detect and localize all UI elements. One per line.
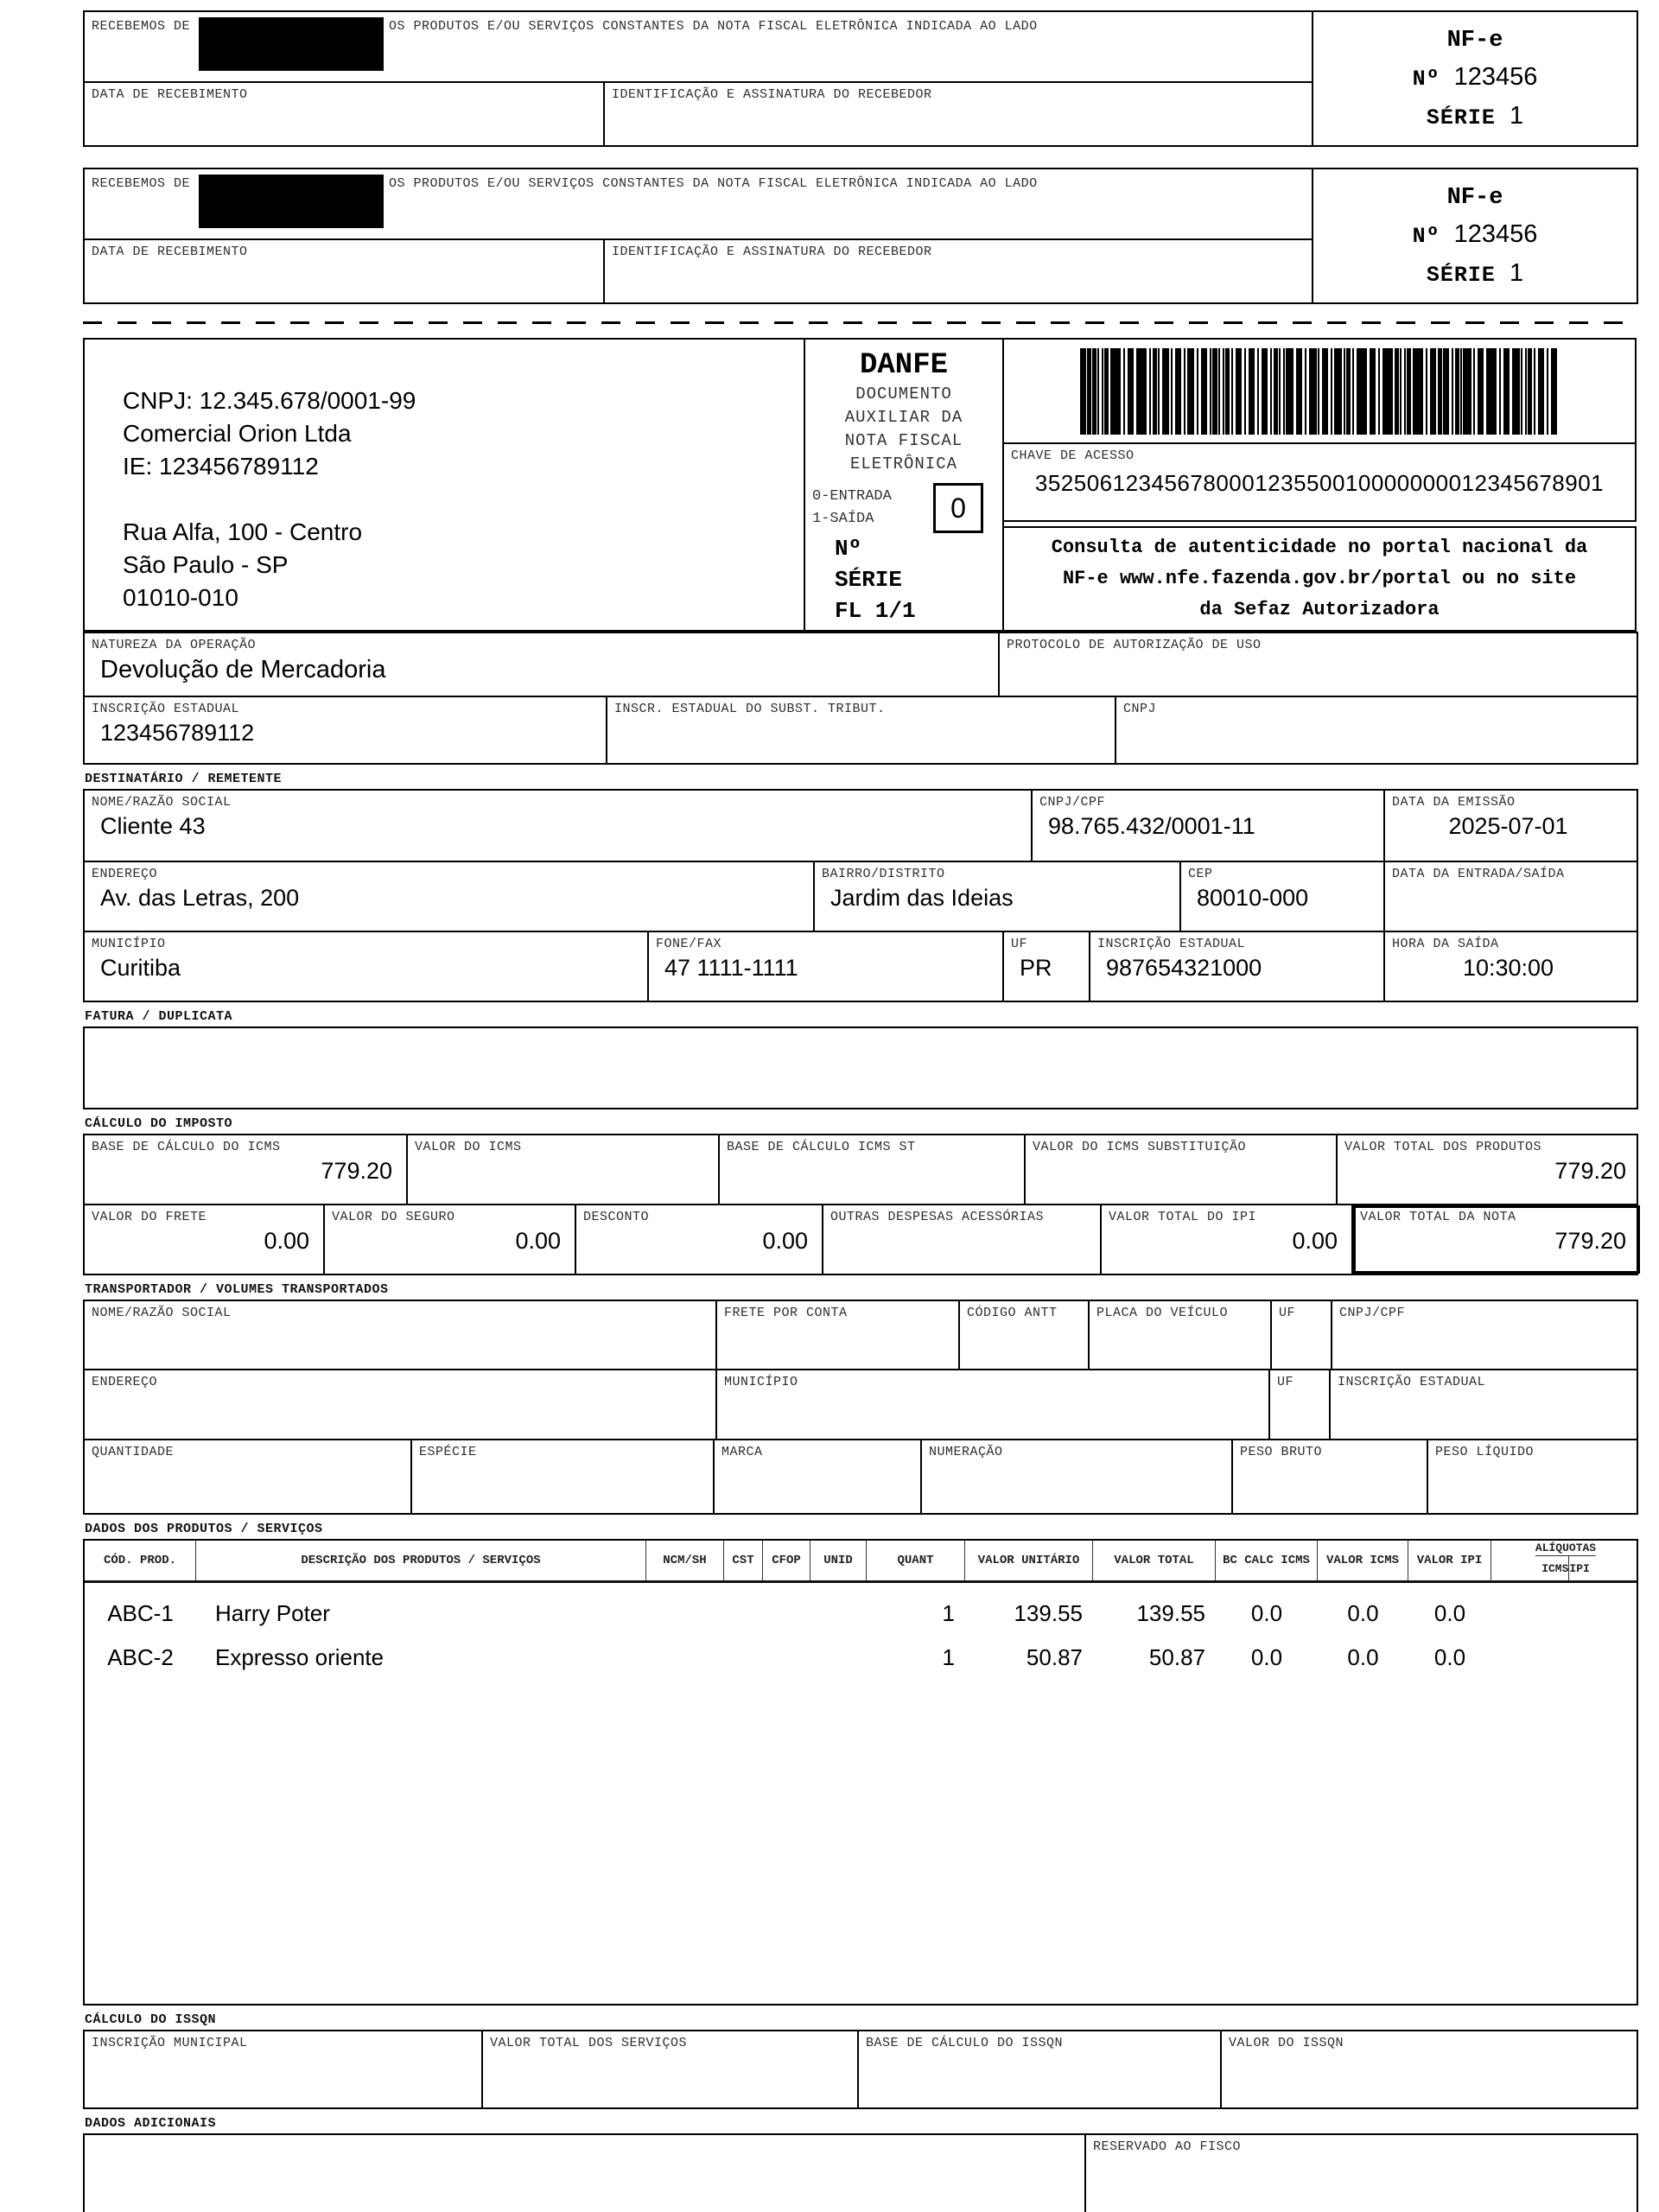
exit-time-cell — [1385, 932, 1640, 1001]
received-from-box — [83, 168, 1313, 240]
operation-nature-label: NATUREZA DA OPERAÇÃO — [92, 638, 257, 652]
recipient-district-label: BAIRRO/DISTRITO — [822, 867, 945, 881]
key-column — [1002, 338, 1637, 632]
tax-other-expenses-cell — [823, 1205, 1102, 1274]
reserved-fisco-box — [1084, 2133, 1638, 2212]
product-cfop — [763, 1595, 810, 1627]
transport-section-label: TRANSPORTADOR / VOLUMES TRANSPORTADOS — [85, 1282, 389, 1297]
danfe-subtitle-line: DOCUMENTO — [855, 385, 952, 404]
entrada-saida-value-box: 0 — [933, 483, 983, 533]
product-description: Expresso oriente — [215, 1644, 385, 1670]
protocol-cell — [1000, 633, 1640, 696]
transport-brand-label: MARCA — [721, 1445, 763, 1459]
tax-icms-value-label: VALOR DO ICMS — [415, 1140, 522, 1154]
recipient-row-3 — [83, 931, 1638, 1002]
entry-date-cell — [1385, 862, 1640, 931]
tax-icms-value-cell — [408, 1135, 720, 1204]
emitter-box — [83, 338, 805, 632]
product-description: Harry Poter — [215, 1600, 330, 1626]
danfe-subtitle-line: AUXILIAR DA — [844, 408, 963, 427]
col-unit-value: VALOR UNITÁRIO — [965, 1541, 1093, 1580]
emitter-cep: 01010-010 — [123, 584, 238, 611]
recipient-ie-label: INSCRIÇÃO ESTADUAL — [1097, 937, 1246, 951]
recipient-uf-value: PR — [1020, 955, 1052, 981]
product-bc-calc-icms: 0.0 — [1250, 1600, 1283, 1626]
issqn-services-total-cell — [483, 2031, 859, 2107]
invoice-section-label: FATURA / DUPLICATA — [85, 1009, 233, 1024]
transport-qty-cell — [85, 1440, 412, 1513]
product-total-value: 50.87 — [1148, 1644, 1205, 1670]
danfe-subtitle — [812, 383, 995, 476]
nfe-series-value: 1 — [1509, 101, 1524, 130]
recipient-row-2 — [83, 861, 1638, 932]
issqn-services-total-label: VALOR TOTAL DOS SERVIÇOS — [490, 2036, 688, 2050]
product-ncm — [646, 1595, 724, 1627]
issqn-section-label: CÁLCULO DO ISSQN — [85, 2012, 217, 2027]
transport-numbering-label: NUMERAÇÃO — [929, 1445, 1003, 1459]
col-qty: QUANT — [867, 1541, 965, 1580]
nfe-number-line — [1413, 63, 1538, 92]
recipient-row-1 — [83, 789, 1638, 862]
receipt-signature-box — [603, 238, 1313, 304]
emission-date-value: 2025-07-01 — [1448, 813, 1568, 839]
recipient-address-label: ENDEREÇO — [92, 867, 158, 881]
nfe-series-label: SÉRIE — [1426, 262, 1496, 288]
receipt-date-label: DATA DE RECEBIMENTO — [92, 87, 248, 102]
transport-species-label: ESPÉCIE — [419, 1445, 477, 1459]
tax-note-total-label: VALOR TOTAL DA NOTA — [1360, 1210, 1516, 1224]
col-valor-ipi: VALOR IPI — [1408, 1541, 1491, 1580]
tax-insurance-value: 0.00 — [515, 1228, 561, 1254]
recipient-address-value: Av. das Letras, 200 — [100, 885, 300, 911]
transport-cnpj-label: CNPJ/CPF — [1339, 1306, 1406, 1320]
tax-icms-base-cell — [85, 1135, 408, 1204]
issqn-municipal-cell — [85, 2031, 483, 2107]
product-qty: 1 — [942, 1644, 955, 1670]
product-valor-icms: 0.0 — [1347, 1600, 1379, 1626]
transport-city-cell — [717, 1370, 1270, 1439]
danfe-subtitle-line: NOTA FISCAL — [844, 431, 963, 450]
authenticity-line: Consulta de autenticidade no portal nacional da — [1051, 537, 1588, 558]
recipient-name-cell — [85, 791, 1033, 861]
operation-nature-value: Devolução de Mercadoria — [100, 656, 386, 683]
col-cst: CST — [724, 1541, 763, 1580]
product-qty: 1 — [942, 1600, 955, 1626]
receipt-stub-1 — [83, 10, 1638, 147]
tax-icms-value-value — [408, 1154, 718, 1158]
recipient-district-value: Jardim das Ideias — [830, 885, 1014, 911]
tax-icms-st-base-label: BASE DE CÁLCULO ICMS ST — [727, 1140, 916, 1154]
product-valor-ipi: 0.0 — [1433, 1600, 1466, 1626]
transport-freight-label: FRETE POR CONTA — [724, 1306, 848, 1320]
tax-note-total-cell — [1353, 1205, 1640, 1274]
nfe-number-value: 123456 — [1453, 63, 1538, 91]
emission-date-label: DATA DA EMISSÃO — [1392, 795, 1516, 810]
emission-date-cell — [1385, 791, 1640, 861]
col-unid: UNID — [810, 1541, 867, 1580]
access-key-value: 35250612345678000123550010000000012345678901 — [1034, 470, 1605, 496]
operation-nature-cell — [85, 633, 1000, 696]
receipt-stub-2 — [83, 168, 1638, 304]
receipt-signature-label: IDENTIFICAÇÃO E ASSINATURA DO RECEBEDOR — [612, 87, 932, 102]
nfe-number-value: 123456 — [1453, 220, 1538, 248]
transport-gross-weight-label: PESO BRUTO — [1240, 1445, 1323, 1459]
transport-freight-cell — [717, 1301, 960, 1369]
transport-gross-weight-cell — [1233, 1440, 1428, 1513]
receipt-signature-box — [603, 81, 1313, 147]
cnpj-label: CNPJ — [1123, 702, 1157, 716]
issqn-base-cell — [859, 2031, 1222, 2107]
transport-uf-cell — [1272, 1301, 1332, 1369]
access-key-label: CHAVE DE ACESSO — [1011, 448, 1135, 463]
issqn-value-cell — [1222, 2031, 1640, 2107]
recipient-section-label: DESTINATÁRIO / REMETENTE — [85, 772, 283, 786]
receipt-bottom-row — [83, 81, 1313, 147]
product-aliquotas — [1491, 1639, 1640, 1671]
tax-products-total-cell — [1338, 1135, 1640, 1204]
authenticity-line: da Sefaz Autorizadora — [1199, 599, 1440, 620]
product-unid — [810, 1639, 867, 1671]
invoice-box — [83, 1027, 1638, 1109]
transport-row-1 — [83, 1300, 1638, 1370]
receipt-date-box — [83, 81, 605, 147]
tax-icms-subst-value — [1026, 1154, 1336, 1158]
access-key-box — [1002, 442, 1637, 522]
tax-icms-subst-label: VALOR DO ICMS SUBSTITUIÇÃO — [1033, 1140, 1247, 1154]
tear-line — [83, 321, 1638, 324]
operation-row — [83, 632, 1638, 697]
tax-discount-cell — [576, 1205, 823, 1274]
receipt-bottom-row — [83, 238, 1313, 304]
emitter-ie: IE: 123456789112 — [123, 453, 319, 480]
recipient-ie-cell — [1090, 932, 1385, 1001]
redacted-name — [199, 175, 384, 228]
recipient-cep-label: CEP — [1188, 867, 1213, 881]
product-unid — [810, 1595, 867, 1627]
danfe-subtitle-line: ELETRÔNICA — [849, 454, 958, 474]
receipt-date-box — [83, 238, 605, 304]
tax-other-expenses-value — [823, 1224, 1100, 1228]
recipient-city-cell — [85, 932, 649, 1001]
product-cst — [724, 1639, 763, 1671]
state-ie-value: 123456789112 — [100, 720, 255, 746]
state-registration-row — [83, 696, 1638, 765]
transport-row-2 — [83, 1369, 1638, 1440]
tax-freight-label: VALOR DO FRETE — [92, 1210, 207, 1224]
tax-discount-label: DESCONTO — [583, 1210, 650, 1224]
received-prefix: RECEBEMOS DE — [92, 176, 191, 191]
products-section-label: DADOS DOS PRODUTOS / SERVIÇOS — [85, 1522, 323, 1536]
tax-icms-base-label: BASE DE CÁLCULO DO ICMS — [92, 1140, 281, 1154]
entrada-saida-labels — [812, 486, 933, 531]
identification-block — [83, 338, 1638, 632]
transport-row-3 — [83, 1439, 1638, 1515]
tax-freight-cell — [85, 1205, 325, 1274]
entry-date-label: DATA DA ENTRADA/SAÍDA — [1392, 867, 1565, 881]
barcode-icon — [1080, 348, 1560, 435]
tax-icms-base-value: 779.20 — [321, 1158, 392, 1184]
transport-antt-cell — [960, 1301, 1090, 1369]
transport-qty-label: QUANTIDADE — [92, 1445, 175, 1459]
product-row — [85, 1639, 1637, 1671]
entrada-label: 0-ENTRADA — [812, 488, 892, 505]
recipient-city-value: Curitiba — [100, 955, 181, 981]
transport-uf2-cell — [1270, 1370, 1331, 1439]
issqn-services-total-value — [483, 2050, 857, 2054]
products-table — [83, 1539, 1638, 2005]
transport-cnpj-cell — [1332, 1301, 1640, 1369]
product-bc-calc-icms: 0.0 — [1250, 1644, 1283, 1670]
received-from-box — [83, 10, 1313, 83]
aliquotas-label: ALÍQUOTAS — [1535, 1541, 1597, 1554]
col-description: DESCRIÇÃO DOS PRODUTOS / SERVIÇOS — [196, 1541, 646, 1580]
aliquotas-ipi-label: IPI — [1569, 1561, 1590, 1575]
danfe-series-label: SÉRIE — [835, 567, 903, 593]
receipt-date-label: DATA DE RECEBIMENTO — [92, 245, 248, 259]
tax-ipi-total-value: 0.00 — [1292, 1228, 1338, 1254]
nfe-series-value: 1 — [1509, 258, 1524, 287]
recipient-name-label: NOME/RAZÃO SOCIAL — [92, 795, 232, 810]
transport-brand-cell — [715, 1440, 922, 1513]
product-ncm — [646, 1639, 724, 1671]
cnpj-value — [1116, 716, 1640, 720]
products-header-row — [85, 1541, 1637, 1583]
recipient-address-cell — [85, 862, 815, 931]
recipient-cnpj-value: 98.765.432/0001-11 — [1048, 813, 1255, 839]
subst-tribut-cell — [607, 697, 1116, 763]
issqn-municipal-value — [85, 2050, 481, 2054]
transport-net-weight-cell — [1428, 1440, 1640, 1513]
nfe-series-label: SÉRIE — [1426, 105, 1496, 130]
recipient-ie-value: 987654321000 — [1106, 955, 1262, 981]
transport-numbering-cell — [922, 1440, 1233, 1513]
recipient-cnpj-cell — [1033, 791, 1385, 861]
col-aliquotas — [1491, 1541, 1640, 1580]
recipient-uf-label: UF — [1011, 937, 1028, 951]
subst-tribut-value — [607, 716, 1115, 720]
transport-uf2-label: UF — [1277, 1375, 1294, 1389]
nfe-number-box — [1312, 10, 1638, 147]
recipient-uf-cell — [1004, 932, 1090, 1001]
tax-note-total-value: 779.20 — [1554, 1228, 1626, 1254]
tax-section-label: CÁLCULO DO IMPOSTO — [85, 1116, 233, 1131]
transport-plate-label: PLACA DO VEÍCULO — [1096, 1306, 1229, 1320]
recipient-phone-value: 47 1111-1111 — [664, 955, 798, 981]
col-ncm: NCM/SH — [646, 1541, 724, 1580]
transport-name-cell — [85, 1301, 717, 1369]
state-ie-label: INSCRIÇÃO ESTADUAL — [92, 702, 240, 716]
emitter-street: Rua Alfa, 100 - Centro — [123, 518, 363, 545]
exit-time-value: 10:30:00 — [1462, 955, 1554, 981]
transport-net-weight-label: PESO LÍQUIDO — [1435, 1445, 1535, 1459]
transport-address-cell — [85, 1370, 717, 1439]
tax-insurance-cell — [325, 1205, 576, 1274]
emitter-city: São Paulo - SP — [123, 551, 289, 578]
tax-products-total-label: VALOR TOTAL DOS PRODUTOS — [1344, 1140, 1542, 1154]
cnpj-cell — [1116, 697, 1640, 763]
additional-section-label: DADOS ADICIONAIS — [85, 2116, 217, 2131]
reserved-fisco-label: RESERVADO AO FISCO — [1093, 2139, 1242, 2154]
col-bc-calc-icms: BC CALC ICMS — [1216, 1541, 1318, 1580]
danfe-content — [83, 10, 1638, 2212]
tax-other-expenses-label: OUTRAS DESPESAS ACESSÓRIAS — [830, 1210, 1045, 1224]
subst-tribut-label: INSCR. ESTADUAL DO SUBST. TRIBUT. — [614, 702, 886, 716]
transport-address-label: ENDEREÇO — [92, 1375, 158, 1389]
additional-data-box — [83, 2133, 1638, 2212]
tax-row-1 — [83, 1134, 1638, 1205]
recipient-phone-label: FONE/FAX — [656, 937, 722, 951]
entrada-saida-row — [812, 483, 995, 533]
tax-ipi-total-label: VALOR TOTAL DO IPI — [1109, 1210, 1257, 1224]
tax-icms-st-base-cell — [720, 1135, 1026, 1204]
recipient-district-cell — [815, 862, 1181, 931]
col-code: CÓD. PROD. — [85, 1541, 196, 1580]
nfe-series-line — [1427, 102, 1523, 130]
col-cfop: CFOP — [763, 1541, 810, 1580]
recipient-cnpj-label: CNPJ/CPF — [1039, 795, 1106, 810]
product-cst — [724, 1595, 763, 1627]
emitter-cnpj: CNPJ: 12.345.678/0001-99 — [123, 387, 416, 414]
received-suffix: OS PRODUTOS E/OU SERVIÇOS CONSTANTES DA NOTA FISCAL ELETRÔNICA INDICADA AO LADO — [389, 176, 1038, 191]
tax-icms-st-base-value — [720, 1154, 1024, 1158]
danfe-title: DANFE — [859, 349, 949, 382]
danfe-sheet-label: FL 1/1 — [835, 598, 916, 624]
transport-city-label: MUNICÍPIO — [724, 1375, 798, 1389]
product-unit-value: 139.55 — [1014, 1600, 1083, 1626]
transport-antt-label: CÓDIGO ANTT — [967, 1306, 1058, 1320]
tax-row-2 — [83, 1204, 1638, 1275]
state-ie-cell — [85, 697, 607, 763]
emitter-name: Comercial Orion Ltda — [123, 420, 352, 447]
received-suffix: OS PRODUTOS E/OU SERVIÇOS CONSTANTES DA NOTA FISCAL ELETRÔNICA INDICADA AO LADO — [389, 19, 1038, 34]
col-total-value: VALOR TOTAL — [1093, 1541, 1216, 1580]
product-unit-value: 50.87 — [1026, 1644, 1083, 1670]
redacted-name — [199, 17, 384, 71]
issqn-base-value — [859, 2050, 1220, 2054]
recipient-city-label: MUNICÍPIO — [92, 937, 166, 951]
authenticity-line: NF-e www.nfe.fazenda.gov.br/portal ou no site — [1062, 568, 1577, 589]
receipt-signature-label: IDENTIFICAÇÃO E ASSINATURA DO RECEBEDOR — [612, 245, 932, 259]
issqn-value-value — [1222, 2050, 1640, 2054]
issqn-value-label: VALOR DO ISSQN — [1229, 2036, 1344, 2050]
product-aliquotas — [1491, 1595, 1640, 1627]
aliquotas-icms-label: ICMS — [1541, 1556, 1569, 1580]
spacer — [83, 147, 1638, 168]
transport-plate-cell — [1090, 1301, 1272, 1369]
transport-ie-label: INSCRIÇÃO ESTADUAL — [1338, 1375, 1486, 1389]
nfe-title: NF-e — [1446, 27, 1503, 54]
tax-ipi-total-cell — [1102, 1205, 1353, 1274]
received-prefix: RECEBEMOS DE — [92, 19, 191, 34]
nfe-number-box — [1312, 168, 1638, 304]
nfe-number-label: Nº — [1412, 67, 1440, 92]
nfe-series-line — [1427, 259, 1523, 288]
protocol-label: PROTOCOLO DE AUTORIZAÇÃO DE USO — [1007, 638, 1262, 652]
nfe-number-line — [1413, 220, 1538, 249]
product-valor-icms: 0.0 — [1347, 1644, 1379, 1670]
tax-discount-value: 0.00 — [762, 1228, 808, 1254]
aliquotas-sub — [1541, 1556, 1590, 1580]
recipient-name-value: Cliente 43 — [100, 813, 206, 839]
tax-icms-subst-cell — [1026, 1135, 1338, 1204]
product-valor-ipi: 0.0 — [1433, 1644, 1466, 1670]
nfe-title: NF-e — [1446, 184, 1503, 211]
danfe-box — [804, 338, 1004, 632]
transport-ie-cell — [1331, 1370, 1640, 1439]
transport-uf-label: UF — [1279, 1306, 1296, 1320]
danfe-number-label: Nº — [835, 536, 862, 562]
product-code: ABC-2 — [107, 1644, 174, 1670]
nfe-number-label: Nº — [1412, 224, 1440, 249]
recipient-phone-cell — [649, 932, 1004, 1001]
saida-label: 1-SAÍDA — [812, 511, 874, 527]
entry-date-value — [1385, 881, 1640, 885]
transport-species-cell — [412, 1440, 715, 1513]
product-cfop — [763, 1639, 810, 1671]
product-code: ABC-1 — [107, 1600, 174, 1626]
exit-time-label: HORA DA SAÍDA — [1392, 937, 1499, 951]
issqn-municipal-label: INSCRIÇÃO MUNICIPAL — [92, 2036, 248, 2050]
tax-products-total-value: 779.20 — [1554, 1158, 1626, 1184]
product-total-value: 139.55 — [1136, 1600, 1205, 1626]
tax-freight-value: 0.00 — [264, 1228, 309, 1254]
protocol-value — [1000, 652, 1640, 656]
issqn-row — [83, 2030, 1638, 2109]
spacer — [123, 483, 795, 516]
tax-insurance-label: VALOR DO SEGURO — [332, 1210, 455, 1224]
authenticity-note-box — [1002, 526, 1637, 632]
barcode-box — [1002, 338, 1637, 444]
col-valor-icms: VALOR ICMS — [1318, 1541, 1408, 1580]
transport-name-label: NOME/RAZÃO SOCIAL — [92, 1306, 232, 1320]
recipient-cep-cell — [1181, 862, 1385, 931]
product-row — [85, 1595, 1637, 1627]
recipient-cep-value: 80010-000 — [1197, 885, 1309, 911]
issqn-base-label: BASE DE CÁLCULO DO ISSQN — [866, 2036, 1064, 2050]
